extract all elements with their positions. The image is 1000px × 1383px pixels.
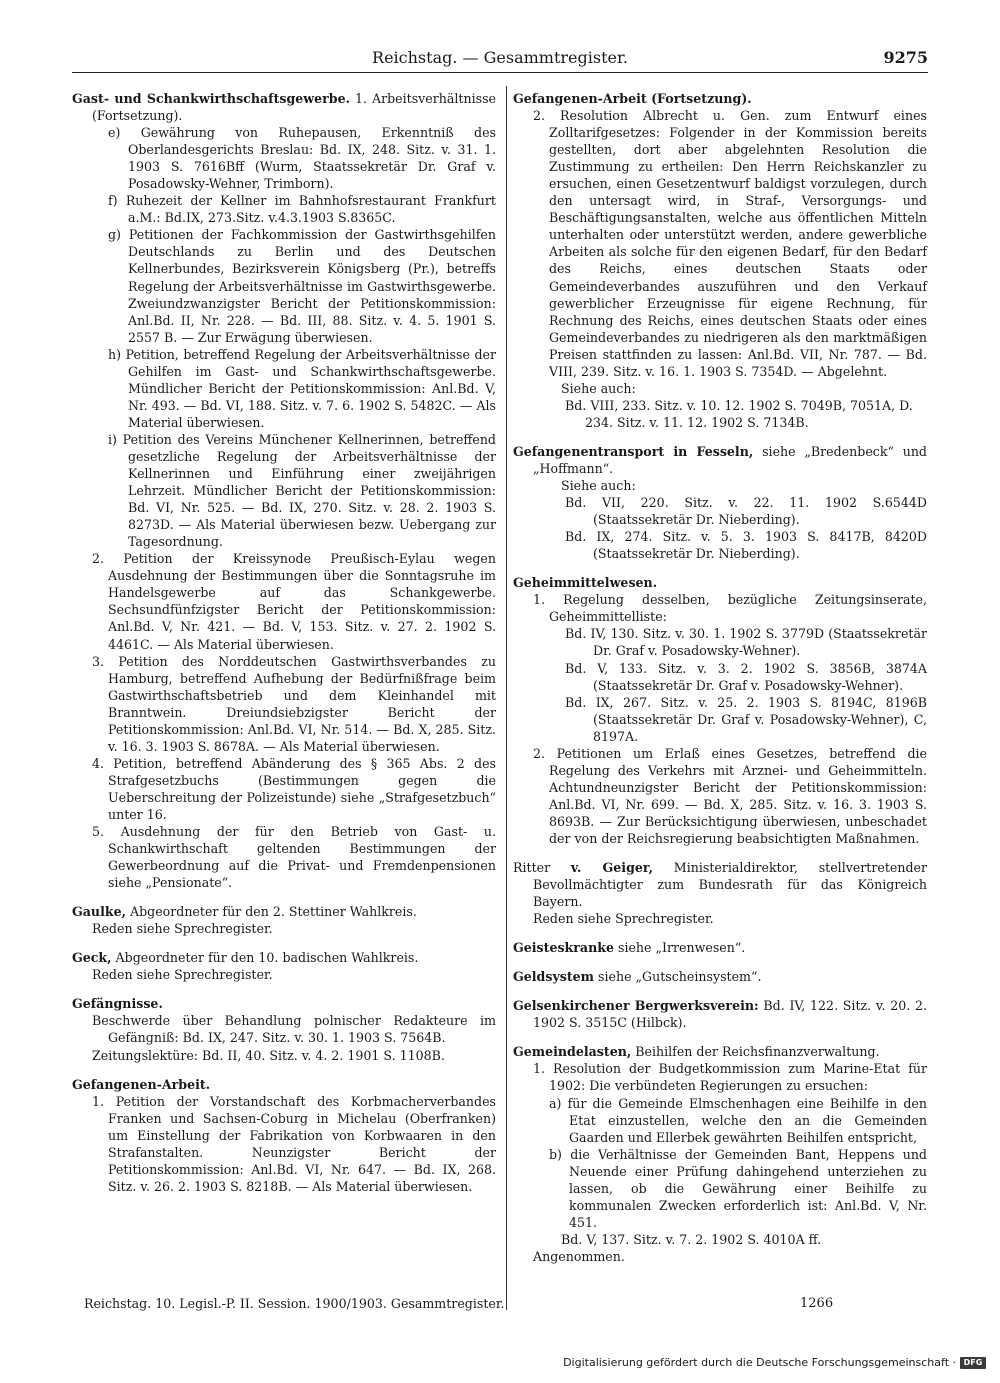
entry-heading	[513, 574, 927, 591]
headword: Gast- und Schankwirthschaftsgewerbe.	[72, 91, 351, 106]
sub-item-i: i) Petition des Vereins Münchener Kellnerinnen, betreffend gesetzliche Regelung der Arbeitsverhältnisse der Kellnerinnen und Einführung einer zweijährigen Lehrzeit. Mündlicher Bericht der Petitionskommission: Bd. VI, Nr. 525. — Bd. IX, 270. Sitz. v. 28. 2. 1903 S. 8273D. — Als Material überwiesen bezw. Uebergang zur Tagesordnung.	[108, 431, 496, 550]
dfg-logo-icon: DFG	[960, 1357, 986, 1369]
reden-line: Reden siehe Sprechregister.	[533, 911, 714, 927]
item-1: 1. Resolution der Budgetkommission zum Marine-Etat für 1902: Die verbündeten Regierungen zu ersuchen:	[533, 1061, 927, 1094]
entry-heading	[72, 903, 496, 920]
headword: Gefängnisse.	[72, 996, 163, 1012]
entry-heading	[513, 1043, 927, 1060]
heading-text: Beihilfen der Reichsfinanzverwaltung.	[631, 1044, 880, 1060]
item-4: 4. Petition, betreffend Abänderung des § 365 Abs. 2 des Strafgesetzbuchs (Bestimmungen gegen die Ueberschreitung der Polizeistunde) siehe „Strafgesetzbuch“ unter 16.	[92, 755, 496, 822]
item-1: 1. Regelung desselben, bezügliche Zeitungsinserate, Geheimmittelliste:	[533, 592, 927, 625]
right-column	[513, 90, 927, 1277]
headword: Gaulke,	[72, 904, 126, 920]
headword: Gefangenen-Arbeit (Fortsetzung).	[513, 91, 752, 106]
headword: Geisteskranke	[513, 940, 614, 956]
sub-item-e: e) Gewährung von Ruhepausen, Erkenntniß des Oberlandesgerichts Breslau: Bd. IX, 248. Sitz. v. 31. 1. 1903 S. 7616Bff (Wurm, Staatssekretär Dr. Graf v. Posadowsky-Wehner, Trimborn).	[108, 125, 496, 192]
footer-title: Reichstag. 10. Legisl.-P. II. Session. 1900/1903. Gesammtregister.	[84, 1296, 505, 1311]
entry-heading	[72, 90, 496, 124]
heading-text: Bd. IV, 122. Sitz. v. 20. 2. 1902 S. 3515C (Hilbck).	[533, 998, 927, 1031]
sub-item-f: f) Ruhezeit der Kellner im Bahnhofsrestaurant Frankfurt a.M.: Bd.IX, 273.Sitz. v.4.3.1903 S.8365C.	[108, 193, 496, 226]
entry-heading	[513, 939, 927, 956]
entry-heading	[513, 859, 927, 910]
reference-line: Bd. IX, 267. Sitz. v. 25. 2. 1903 S. 8194C, 8196B (Staatssekretär Dr. Graf v. Posadowsky-Wehner), C, 8197A.	[565, 694, 927, 744]
heading-text: 1. Arbeitsverhältnisse (Fortsetzung).	[92, 91, 496, 124]
siehe-auch: Siehe auch:	[561, 478, 636, 494]
entry-gast-schankwirthschaft	[72, 90, 496, 891]
sub-item-g: g) Petitionen der Fachkommission der Gastwirthsgehilfen Deutschlands zu Berlin und des Deutschen Kellnerbundes, Bezirksverein Königsberg (Pr.), betreffs Regelung der Arbeitsverhältnisse im Gastwirthsgewerbe. Zweiundzwanzigster Bericht der Petitionskommission: Anl.Bd. II, Nr. 228. — Bd. III, 88. Sitz. v. 4. 5. 1901 S. 2557 B. — Zur Erwägung überwiesen.	[108, 227, 496, 345]
heading-text: Abgeordneter für den 10. badischen Wahlkreis.	[111, 950, 419, 966]
reference-line: Bd. IX, 274. Sitz. v. 5. 3. 1903 S. 8417B, 8420D (Staatssekretär Dr. Nieberding).	[565, 529, 927, 562]
entry-geisteskranke	[513, 939, 927, 956]
siehe-auch: Siehe auch:	[561, 380, 636, 396]
entry-gefangenen-arbeit	[72, 1076, 496, 1195]
reference-line: Bd. VII, 220. Sitz. v. 22. 11. 1902 S.6544D (Staatssekretär Dr. Nieberding).	[565, 495, 927, 528]
reference-line: Bd. IV, 130. Sitz. v. 30. 1. 1902 S. 3779D (Staatssekretär Dr. Graf v. Posadowsky-Wehner).	[565, 626, 927, 659]
reden-line: Reden siehe Sprechregister.	[92, 967, 273, 983]
entry-geheimmittelwesen	[513, 574, 927, 847]
headword: Geheimmittelwesen.	[513, 575, 658, 591]
entry-heading	[72, 1076, 496, 1093]
item-line: Beschwerde über Behandlung polnischer Redakteure im Gefängniß: Bd. IX, 247. Sitz. v. 30. 1. 1903 S. 7564B.	[92, 1013, 496, 1046]
item-2: 2. Petition der Kreissynode Preußisch-Eylau wegen Ausdehnung der Bestimmungen über die Sonntagsruhe im Handelsgewerbe auf das Schankgewerbe. Sechsundfünfzigster Bericht der Petitionskommission: Anl.Bd. V, Nr. 421. — Bd. V, 153. Sitz. v. 27. 2. 1902 S. 4461C. — Als Material überwiesen.	[92, 551, 496, 652]
reference-line: Bd. VIII, 233. Sitz. v. 10. 12. 1902 S. 7049B, 7051A, D.	[565, 397, 913, 413]
sub-item-h: h) Petition, betreffend Regelung der Arbeitsverhältnisse der Gehilfen im Gast- und Schankwirthschaftsgewerbe. Mündlicher Bericht der Petitionskommission: Anl.Bd. V, Nr. 493. — Bd. VI, 188. Sitz. v. 7. 6. 1902 S. 5482C. — Als Material überwiesen.	[108, 346, 496, 430]
reden-line: Reden siehe Sprechregister.	[92, 921, 273, 937]
column-divider	[506, 86, 507, 1310]
item-2: 2. Petitionen um Erlaß eines Gesetzes, betreffend die Regelung des Verkehrs mit Arznei- und Geheimmitteln. Achtundneunzigster Bericht der Petitionskommission: Anl.Bd. VI, Nr. 699. — Bd. X, 285. Sitz. v. 16. 3. 1903 S. 8693B. — Zur Berücksichtigung überwiesen, unbeschadet der von der Reichsregierung beabsichtigten Maßnahmen.	[533, 745, 927, 846]
headword: Gemeindelasten,	[513, 1044, 632, 1060]
headword: Gefangenentransport in Fesseln,	[513, 443, 754, 459]
item-1: 1. Petition der Vorstandschaft des Korbmacherverbandes Franken und Sachsen-Coburg in Michelau (Oberfranken) um Einstellung der Fabrikation von Korbwaaren in den Strafanstalten. Neunzigster Bericht der Petitionskommission: Anl.Bd. VI, Nr. 647. — Bd. IX, 268. Sitz. v. 26. 2. 1903 S. 8218B. — Als Material überwiesen.	[92, 1093, 496, 1194]
entry-heading	[513, 997, 927, 1031]
reference-line: Bd. V, 133. Sitz. v. 3. 2. 1902 S. 3856B, 3874A (Staatssekretär Dr. Graf v. Posadowsky-Wehner).	[565, 660, 927, 693]
entry-gemeindelasten	[513, 1043, 927, 1265]
running-title: Reichstag. — Gesammtregister.	[372, 48, 628, 67]
headword: Geck,	[72, 950, 112, 966]
item-5: 5. Ausdehnung der für den Betrieb von Gast- u. Schankwirthschaft geltenden Bestimmungen der Gewerbeordnung auf die Privat- und Fremdenpensionen siehe „Pensionate“.	[92, 824, 496, 891]
entry-gefaengnisse	[72, 995, 496, 1063]
heading-text: Ministerialdirektor, stellvertretender Bevollmächtigter zum Bundesrath für das Königreich Bayern.	[533, 860, 928, 910]
sub-item-a: a) für die Gemeinde Elmschenhagen eine Beihilfe in den Etat einzustellen, welche den an die Gemeinden Gaarden und Ellerbek gewährten Beihilfen entspricht,	[549, 1095, 927, 1145]
headword: v. Geiger,	[570, 860, 653, 876]
result-line: Angenommen.	[533, 1248, 625, 1264]
heading-text: siehe „Irrenwesen“.	[613, 940, 746, 956]
reference-line: 234. Sitz. v. 11. 12. 1902 S. 7134B.	[585, 414, 809, 430]
reference-line: Bd. V, 137. Sitz. v. 7. 2. 1902 S. 4010A ff.	[561, 1231, 822, 1247]
item-line: Zeitungslektüre: Bd. II, 40. Sitz. v. 4. 2. 1901 S. 1108B.	[92, 1047, 445, 1063]
footer-number: 1266	[800, 1296, 834, 1311]
headword: Gelsenkirchener Bergwerksverein:	[513, 998, 759, 1014]
entry-gaulke	[72, 903, 496, 937]
entry-gefangenen-arbeit-cont	[513, 90, 927, 431]
item-3: 3. Petition des Norddeutschen Gastwirthsverbandes zu Hamburg, betreffend Aufhebung der Bedürfnißfrage beim Gastwirthschaftsbetrieb und dem Kleinhandel mit Branntwein. Dreiundsiebzigster Bericht der Petitionskommission: Anl.Bd. VI, Nr. 514. — Bd. X, 285. Sitz. v. 16. 3. 1903 S. 8678A. — Als Material überwiesen.	[92, 653, 496, 754]
heading-prefix: Ritter	[513, 860, 571, 876]
entry-geldsystem	[513, 968, 927, 985]
digitization-note	[563, 1356, 986, 1369]
digitization-text: Digitalisierung gefördert durch die Deutsche Forschungsgemeinschaft ·	[563, 1356, 956, 1369]
page-number: 9275	[883, 48, 928, 67]
heading-text: Abgeordneter für den 2. Stettiner Wahlkreis.	[125, 904, 417, 920]
left-column	[72, 90, 496, 1207]
headword: Geldsystem	[513, 969, 595, 985]
heading-text: siehe „Gutscheinsystem“.	[594, 969, 762, 985]
headword: Gefangenen-Arbeit.	[72, 1076, 211, 1092]
entry-heading	[513, 968, 927, 985]
entry-gelsenkirchener	[513, 997, 927, 1031]
sub-item-b: b) die Verhältnisse der Gemeinden Bant, Heppens und Neuende einer Prüfung dahingehend unterziehen zu lassen, ob die Gewährung einer Beihilfe zu kommunalen Zwecken erforderlich ist: Anl.Bd. V, Nr. 451.	[549, 1146, 927, 1230]
entry-geiger	[513, 859, 927, 927]
entry-heading	[513, 90, 927, 107]
entry-heading	[72, 949, 496, 966]
entry-gefangenentransport	[513, 443, 927, 562]
item-2: 2. Resolution Albrecht u. Gen. zum Entwurf eines Zolltarifgesetzes: Folgender in der Kommission bereits gestellten, dort aber abgelehnten Resolution die Zustimmung zu ertheilen: Den Herrn Reichskanzler zu ersuchen, einen Gesetzentwurf baldigst vorzulegen, durch den untersagt wird, in Straf-, Versorgungs- und Beschäftigungsanstalten, welche aus öffentlichen Mitteln unterhalten oder unterstützt werden, andere gewerbliche Arbeiten als solche für den eigenen Bedarf, für den Bedarf des Reichs, eines deutschen Staats oder Gemeindeverbandes auszuführen und den Verkauf gewerblicher Erzeugnisse für eigene Rechnung, für Rechnung des Reichs, eines deutschen Staats oder eines Gemeindeverbandes zu niedrigeren als den marktmäßigen Preisen stattfinden zu lassen: Anl.Bd. VII, Nr. 787. — Bd. VIII, 239. Sitz. v. 16. 1. 1903 S. 7354D. — Abgelehnt.	[533, 108, 927, 379]
entry-heading	[513, 443, 927, 477]
entry-geck	[72, 949, 496, 983]
running-header	[72, 46, 928, 73]
heading-text: siehe „Bredenbeck“ und „Hoffmann“.	[533, 443, 927, 476]
entry-heading	[72, 995, 496, 1012]
